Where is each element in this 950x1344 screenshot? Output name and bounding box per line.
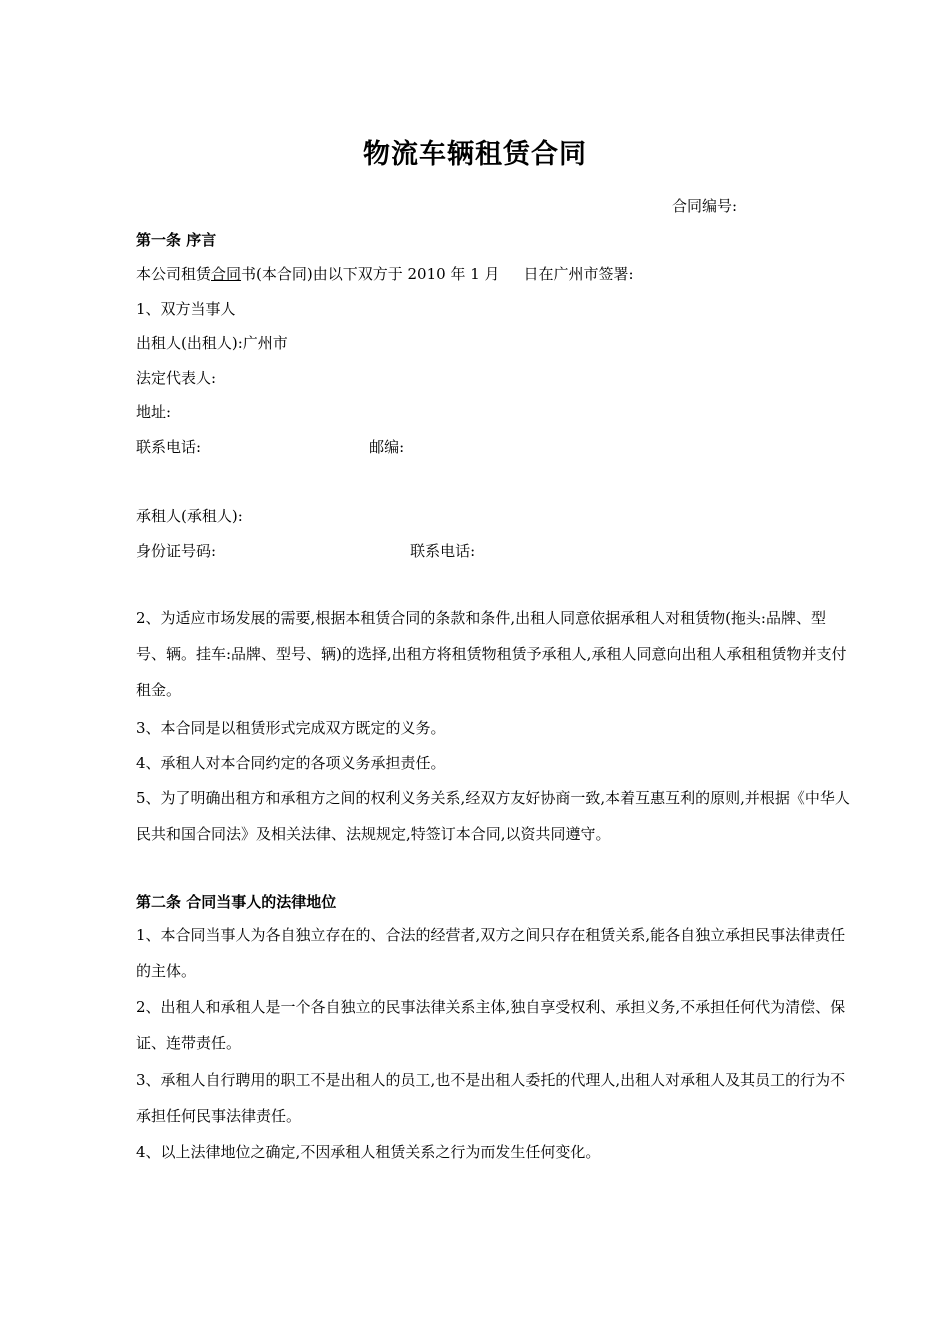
parties-heading: 1、双方当事人 xyxy=(136,300,236,318)
article-1-paragraph-2: 2、为适应市场发展的需要,根据本租赁合同的条款和条件,出租人同意依据承租人对租赁物(拖头:品牌、型号、辆。挂车:品牌、型号、辆)的选择,出租方将租赁物租赁予承租人,承租人同意向出租人承租租赁物并支付租金。 xyxy=(136,609,847,699)
lessee-phone-label: 联系电话: xyxy=(410,542,476,560)
intro-text-b: 书(本合同)由以下双方于 2010 年 1 月 xyxy=(241,265,500,283)
intro-text-a: 本公司租赁 xyxy=(136,265,212,283)
lessor-line: 出租人(出租人):广州市 xyxy=(136,334,288,352)
contract-number-label: 合同编号: xyxy=(672,197,738,215)
article-2-paragraph-4: 4、以上法律地位之确定,不因承租人租赁关系之行为而发生任何变化。 xyxy=(136,1143,601,1161)
legal-rep-line: 法定代表人: xyxy=(136,369,217,387)
article-2-paragraph-3: 3、承租人自行聘用的职工不是出租人的员工,也不是出租人委托的代理人,出租人对承租人及其员工的行为不承担任何民事法律责任。 xyxy=(136,1071,846,1125)
intro-line xyxy=(136,263,634,284)
postcode-label: 邮编: xyxy=(369,438,405,456)
lessor-phone-line xyxy=(136,436,404,457)
id-number-label: 身份证号码: xyxy=(136,542,217,560)
lessee-id-line xyxy=(136,540,475,561)
article-1-heading: 第一条 序言 xyxy=(136,231,217,249)
document-title: 物流车辆租赁合同 xyxy=(363,139,587,170)
article-2-heading: 第二条 合同当事人的法律地位 xyxy=(136,893,337,911)
article-1-paragraph-4: 4、承租人对本合同约定的各项义务承担责任。 xyxy=(136,754,446,772)
lessor-phone-label: 联系电话: xyxy=(136,438,202,456)
article-2-paragraph-2: 2、出租人和承租人是一个各自独立的民事法律关系主体,独自享受权利、承担义务,不承担任何代为清偿、保证、连带责任。 xyxy=(136,998,846,1052)
article-1-paragraph-3: 3、本合同是以租赁形式完成双方既定的义务。 xyxy=(136,719,446,737)
intro-text-underlined: 合同 xyxy=(211,265,242,283)
address-line: 地址: xyxy=(136,403,172,421)
lessee-line: 承租人(承租人): xyxy=(136,507,243,525)
intro-text-c: 日在广州市签署: xyxy=(523,265,634,283)
article-2-paragraph-1: 1、本合同当事人为各自独立存在的、合法的经营者,双方之间只存在租赁关系,能各自独立承担民事法律责任的主体。 xyxy=(136,926,846,980)
article-1-paragraph-5: 5、为了明确出租方和承租方之间的权利义务关系,经双方友好协商一致,本着互惠互利的原则,并根据《中华人民共和国合同法》及相关法律、法规规定,特签订本合同,以资共同遵守。 xyxy=(136,789,850,843)
